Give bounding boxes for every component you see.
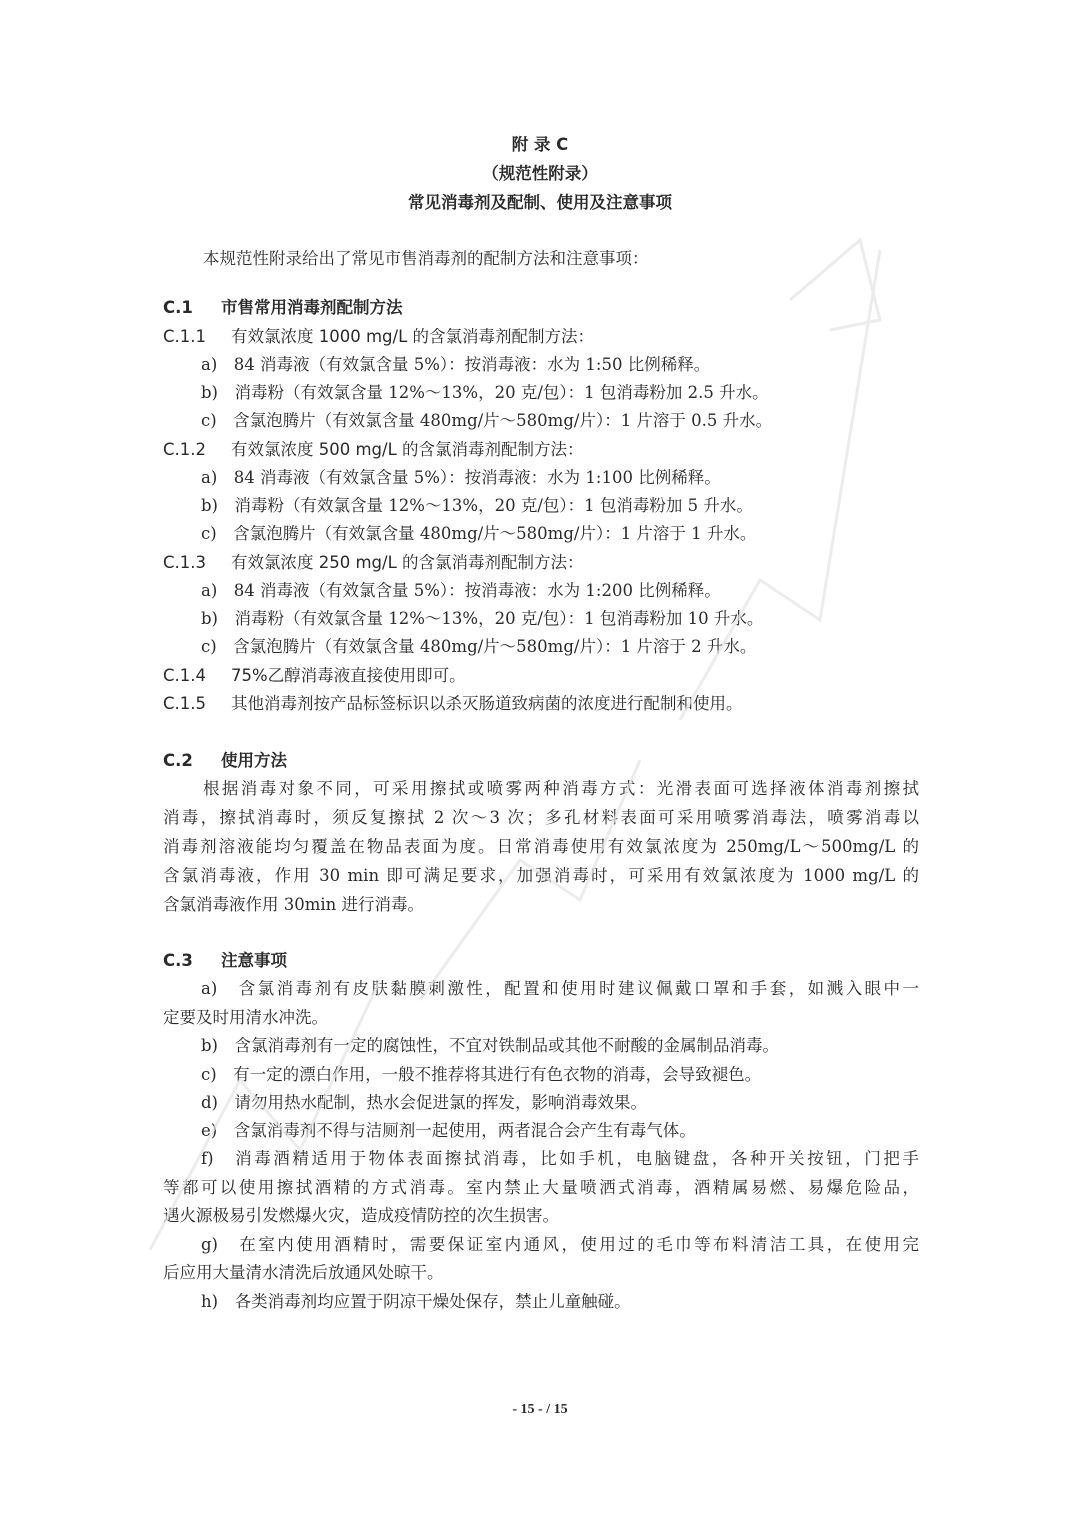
section-c1-heading — [163, 298, 403, 318]
paragraph-line: 消毒剂溶液能均匀覆盖在物品表面为度。日常消毒使用有效氯浓度为 250mg/L～500mg/L 的 — [163, 837, 919, 856]
paragraph-line: 含氯消毒液，作用 30 min 即可满足要求，加强消毒时，可采用有效氯浓度为 1000 mg/L 的 — [163, 866, 919, 885]
clause-c15 — [163, 694, 743, 714]
appendix-title: 常见消毒剂及配制、使用及注意事项 — [408, 193, 672, 212]
list-item: e) 含氯消毒剂不得与洁厕剂一起使用，两者混合会产生有毒气体。 — [201, 1121, 696, 1140]
clause-c11-heading — [163, 327, 594, 347]
list-item: c) 有一定的漂白作用，一般不推荐将其进行有色衣物的消毒，会导致褪色。 — [201, 1065, 762, 1084]
clause-c12-heading — [163, 440, 584, 460]
clause-number: C.1.5 — [163, 694, 207, 713]
section-c3-heading — [163, 951, 287, 971]
clause-number: C.1.2 — [163, 440, 207, 459]
list-item: f) 消毒酒精适用于物体表面擦拭消毒，比如手机，电脑键盘，各种开关按钮，门把手 — [201, 1149, 919, 1168]
clause-number: C.1.3 — [163, 553, 207, 572]
clause-title: 有效氯浓度 500 mg/L 的含氯消毒剂配制方法： — [231, 440, 584, 459]
list-item: g) 在室内使用酒精时，需要保证室内通风，使用过的毛巾等布料清洁工具，在使用完 — [201, 1235, 919, 1254]
clause-number: C.1.1 — [163, 327, 207, 346]
list-item-continuation: 等都可以使用擦拭酒精的方式消毒。室内禁止大量喷洒式消毒，酒精属易燃、易爆危险品， — [163, 1178, 919, 1197]
clause-number: C.1.4 — [163, 666, 207, 685]
list-item: a) 84 消毒液（有效氯含量 5%）：按消毒液：水为 1:100 比例稀释。 — [201, 468, 721, 487]
clause-title: 有效氯浓度 1000 mg/L 的含氯消毒剂配制方法： — [231, 327, 595, 346]
list-item-continuation: 遇火源极易引发燃爆火灾，造成疫情防控的次生损害。 — [163, 1206, 559, 1225]
paragraph-line: 含氯消毒液作用 30min 进行消毒。 — [163, 895, 425, 914]
list-item: a) 含氯消毒剂有皮肤黏膜刺激性，配置和使用时建议佩戴口罩和手套，如溅入眼中一 — [201, 979, 919, 998]
list-item: c) 含氯泡腾片（有效氯含量 480mg/片～580mg/片）：1 片溶于 1 升水。 — [201, 524, 757, 543]
section-title: 注意事项 — [221, 951, 287, 970]
appendix-type: （规范性附录） — [482, 164, 598, 183]
section-title: 使用方法 — [221, 751, 287, 770]
section-number: C.1 — [163, 298, 193, 317]
clause-title: 75%乙醇消毒液直接使用即可。 — [231, 666, 466, 685]
clause-c13-heading — [163, 553, 584, 573]
list-item: c) 含氯泡腾片（有效氯含量 480mg/片～580mg/片）：1 片溶于 0.5 升水。 — [201, 411, 773, 430]
list-item: d) 请勿用热水配制，热水会促进氯的挥发，影响消毒效果。 — [201, 1093, 647, 1112]
clause-c14 — [163, 666, 466, 686]
list-item: h) 各类消毒剂均应置于阴凉干燥处保存，禁止儿童触碰。 — [201, 1292, 631, 1311]
section-number: C.3 — [163, 951, 193, 970]
list-item-continuation: 后应用大量清水清洗后放通风处晾干。 — [163, 1263, 444, 1282]
clause-title: 有效氯浓度 250 mg/L 的含氯消毒剂配制方法： — [231, 553, 584, 572]
intro-paragraph: 本规范性附录给出了常见市售消毒剂的配制方法和注意事项： — [203, 249, 649, 268]
paragraph-line: 消毒，擦拭消毒时，须反复擦拭 2 次～3 次；多孔材料表面可采用喷雾消毒法，喷雾消毒以 — [163, 808, 919, 827]
list-item: b) 消毒粉（有效氯含量 12%～13%，20 克/包）：1 包消毒粉加 5 升水。 — [201, 496, 753, 515]
list-item: b) 含氯消毒剂有一定的腐蚀性，不宜对铁制品或其他不耐酸的金属制品消毒。 — [201, 1036, 779, 1055]
appendix-label: 附 录 C — [511, 135, 569, 154]
section-title: 市售常用消毒剂配制方法 — [221, 298, 403, 317]
list-item: b) 消毒粉（有效氯含量 12%～13%，20 克/包）：1 包消毒粉加 2.5 升水。 — [201, 383, 769, 402]
page-number: - 15 - / 15 — [512, 1402, 568, 1417]
list-item: b) 消毒粉（有效氯含量 12%～13%，20 克/包）：1 包消毒粉加 10 升水。 — [201, 609, 764, 628]
clause-title: 其他消毒剂按产品标签标识以杀灭肠道致病菌的浓度进行配制和使用。 — [231, 694, 743, 713]
list-item: a) 84 消毒液（有效氯含量 5%）：按消毒液：水为 1:50 比例稀释。 — [201, 355, 711, 374]
section-c2-heading — [163, 751, 287, 771]
list-item: c) 含氯泡腾片（有效氯含量 480mg/片～580mg/片）：1 片溶于 2 升水。 — [201, 637, 757, 656]
paragraph-line: 根据消毒对象不同，可采用擦拭或喷雾两种消毒方式：光滑表面可选择液体消毒剂擦拭 — [203, 779, 919, 798]
section-number: C.2 — [163, 751, 193, 770]
list-item-continuation: 定要及时用清水冲洗。 — [163, 1008, 328, 1027]
list-item: a) 84 消毒液（有效氯含量 5%）：按消毒液：水为 1:200 比例稀释。 — [201, 581, 721, 600]
